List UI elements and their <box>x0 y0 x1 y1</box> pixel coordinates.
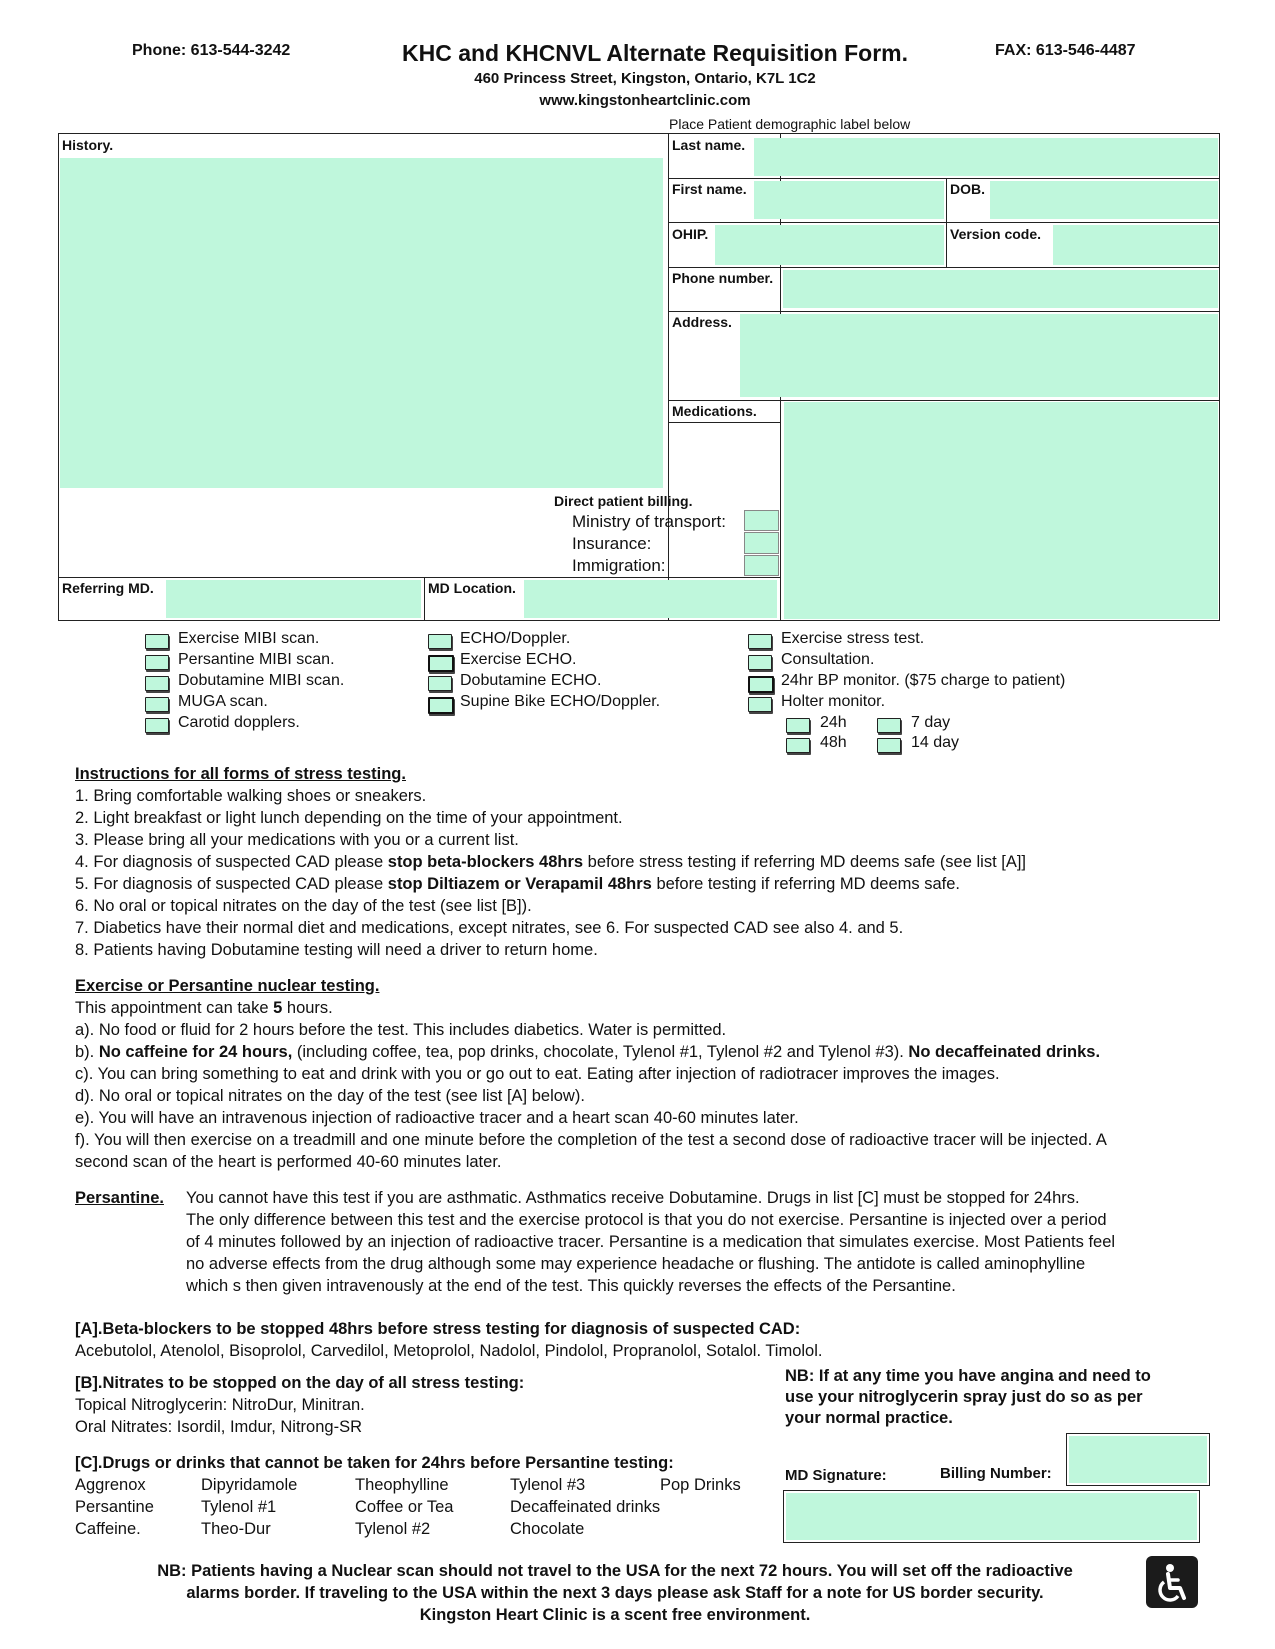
carotid-dopplers-checkbox[interactable] <box>145 718 169 733</box>
list-c-title: [C].Drugs or drinks that cannot be taken for 24hrs before Persantine testing: <box>75 1454 674 1472</box>
echo-doppler-label: ECHO/Doppler. <box>460 630 571 647</box>
nuclear-line: second scan of the heart is performed 40-60 minutes later. <box>75 1153 502 1171</box>
ohip-input[interactable] <box>715 225 944 265</box>
instruction-line: 6. No oral or topical nitrates on the day of the test (see list [B]). <box>75 897 532 915</box>
ohip-label: OHIP. <box>672 226 709 242</box>
md-location-input[interactable] <box>524 580 777 618</box>
supine-bike-echo-label: Supine Bike ECHO/Doppler. <box>460 693 661 710</box>
medications-divider <box>668 422 781 423</box>
carotid-dopplers-label: Carotid dopplers. <box>178 714 300 731</box>
bp-monitor-label: 24hr BP monitor. ($75 charge to patient) <box>781 672 1066 689</box>
last-name-label: Last name. <box>672 137 746 153</box>
dobutamine-echo-checkbox[interactable] <box>428 676 452 691</box>
bold-text: 5 <box>273 999 283 1017</box>
last-name-input[interactable] <box>754 138 1218 176</box>
dobutamine-mibi-label: Dobutamine MIBI scan. <box>178 672 345 689</box>
list-b-title: [B].Nitrates to be stopped on the day of all stress testing: <box>75 1374 525 1392</box>
version-code-input[interactable] <box>1053 225 1218 265</box>
list-a-title: [A].Beta-blockers to be stopped 48hrs before stress testing for diagnosis of suspected CAD: <box>75 1320 801 1338</box>
billing-number-input[interactable] <box>1069 1436 1207 1483</box>
text: b). <box>75 1043 99 1061</box>
text: before stress testing if referring MD deems safe (see list [A]] <box>583 853 1027 871</box>
referring-row-divider <box>58 577 781 578</box>
referring-md-label: Referring MD. <box>62 580 154 596</box>
dob-label: DOB. <box>950 181 985 197</box>
text: (including coffee, tea, pop drinks, chocolate, Tylenol #1, Tylenol #2 and Tylenol #3). <box>292 1043 909 1061</box>
instruction-line: 2. Light breakfast or light lunch depending on the time of your appointment. <box>75 809 623 827</box>
persantine-body <box>186 1187 1236 1297</box>
bold-text: stop beta-blockers 48hrs <box>387 853 584 871</box>
holter-48h-checkbox[interactable] <box>786 738 810 753</box>
list-b-line: Oral Nitrates: Isordil, Imdur, Nitrong-SR <box>75 1418 362 1436</box>
medications-divider <box>780 400 781 621</box>
exercise-stress-test-checkbox[interactable] <box>748 634 772 649</box>
form-title: KHC and KHCNVL Alternate Requisition Form. <box>401 40 909 66</box>
billing-ministry-label: Ministry of transport: <box>572 512 726 531</box>
row-divider <box>668 311 1220 312</box>
medications-label: Medications. <box>672 403 757 419</box>
list-c-item: Theophylline <box>355 1476 449 1494</box>
text: hours. <box>282 999 333 1017</box>
dobutamine-echo-label: Dobutamine ECHO. <box>460 672 602 689</box>
row-divider <box>668 222 1220 223</box>
referring-md-input[interactable] <box>166 580 421 618</box>
echo-doppler-checkbox[interactable] <box>428 634 452 649</box>
consultation-label: Consultation. <box>781 651 875 668</box>
holter-7day-label: 7 day <box>911 714 951 731</box>
billing-immigration-label: Immigration: <box>572 556 666 575</box>
exercise-stress-test-label: Exercise stress test. <box>781 630 925 647</box>
instructions-section <box>75 763 1026 961</box>
list-c-item: Decaffeinated drinks <box>510 1498 661 1516</box>
nb-line: NB: If at any time you have angina and need to <box>785 1367 1151 1385</box>
list-b-line: Topical Nitroglycerin: NitroDur, Minitran. <box>75 1396 365 1414</box>
instruction-line <box>75 873 1026 895</box>
text: 5. For diagnosis of suspected CAD please <box>75 875 388 893</box>
persantine-line: which s then given intravenously at the end of the test. This quickly reverses the effects of the Persantine. <box>186 1277 956 1295</box>
nuclear-line: e). You will have an intravenous injection of radioactive tracer and a heart scan 40-60 minutes later. <box>75 1109 799 1127</box>
address-label: Address. <box>672 314 732 330</box>
footer-line: Kingston Heart Clinic is a scent free environment. <box>419 1606 811 1624</box>
nuclear-line <box>75 1041 1235 1063</box>
billing-insurance-label: Insurance: <box>572 534 652 553</box>
clinic-phone: Phone: 613-544-3242 <box>132 42 291 59</box>
holter-14day-label: 14 day <box>911 734 960 751</box>
exercise-mibi-label: Exercise MIBI scan. <box>178 630 320 647</box>
bp-monitor-checkbox[interactable] <box>748 676 774 693</box>
nuclear-title: Exercise or Persantine nuclear testing. <box>75 977 380 995</box>
instructions-title: Instructions for all forms of stress testing. <box>75 765 406 783</box>
history-label: History. <box>62 137 114 153</box>
billing-number-label: Billing Number: <box>940 1465 1052 1482</box>
billing-immigration-input[interactable] <box>744 555 779 576</box>
first-name-input[interactable] <box>754 181 944 219</box>
instruction-line <box>75 851 1026 873</box>
md-location-label: MD Location. <box>428 580 516 596</box>
list-c-item: Dipyridamole <box>201 1476 298 1494</box>
holter-7day-checkbox[interactable] <box>877 718 901 733</box>
clinic-website: www.kingstonheartclinic.com <box>539 92 751 109</box>
nuclear-line: f). You will then exercise on a treadmill and one minute before the completion of the test a second dose of radioactive tracer will be injected. A <box>75 1131 1107 1149</box>
nuclear-line: a). No food or fluid for 2 hours before the test. This includes diabetics. Water is permitted. <box>75 1021 727 1039</box>
text: This appointment can take <box>75 999 274 1017</box>
md-signature-input[interactable] <box>786 1493 1197 1540</box>
holter-monitor-label: Holter monitor. <box>781 693 886 710</box>
billing-ministry-input[interactable] <box>744 510 779 531</box>
nuclear-section <box>75 975 1235 1173</box>
clinic-fax: FAX: 613-546-4487 <box>995 42 1136 59</box>
phone-number-input[interactable] <box>783 270 1218 308</box>
list-c-item: Chocolate <box>510 1520 585 1538</box>
clinic-address: 460 Princess Street, Kingston, Ontario, K7L 1C2 <box>474 70 816 87</box>
instruction-line: 8. Patients having Dobutamine testing will need a driver to return home. <box>75 941 598 959</box>
list-c-item: Persantine <box>75 1498 154 1516</box>
col-divider <box>946 178 947 267</box>
label-hint: Place Patient demographic label below <box>669 116 911 132</box>
list-c-item: Tylenol #1 <box>201 1498 277 1516</box>
persantine-line: You cannot have this test if you are asthmatic. Asthmatics receive Dobutamine. Drugs in list [C] must be stopped for 24hrs. <box>186 1189 1080 1207</box>
nb-line: use your nitroglycerin spray just do so as per <box>785 1388 1143 1406</box>
instruction-line: 1. Bring comfortable walking shoes or sneakers. <box>75 787 427 805</box>
instruction-line: 7. Diabetics have their normal diet and medications, except nitrates, see 6. For suspected CAD see also 4. and 5. <box>75 919 904 937</box>
row-divider <box>668 400 1220 401</box>
persantine-line: no adverse effects from the drug although some may experience headache or flushing. The antidote is called aminophylline <box>186 1255 1086 1273</box>
list-c-item: Tylenol #2 <box>355 1520 431 1538</box>
version-code-label: Version code. <box>950 226 1042 242</box>
instruction-line: 3. Please bring all your medications with you or a current list. <box>75 831 519 849</box>
footer-line: NB: Patients having a Nuclear scan should not travel to the USA for the next 72 hours. You will set off the radioactive <box>157 1562 1073 1580</box>
row-divider <box>668 178 1220 179</box>
list-c-item: Tylenol #3 <box>510 1476 586 1494</box>
list-a <box>75 1318 823 1362</box>
list-c-item: Aggrenox <box>75 1476 146 1494</box>
holter-24h-checkbox[interactable] <box>786 718 810 733</box>
address-input[interactable] <box>740 314 1218 397</box>
persantine-mibi-checkbox[interactable] <box>145 655 169 670</box>
exercise-echo-checkbox[interactable] <box>428 655 454 672</box>
billing-title: Direct patient billing. <box>554 493 693 509</box>
nb-line: your normal practice. <box>785 1409 953 1427</box>
persantine-heading: Persantine. <box>75 1189 164 1207</box>
list-c-item: Caffeine. <box>75 1520 141 1538</box>
nuclear-line <box>75 997 1235 1019</box>
list-a-body: Acebutolol, Atenolol, Bisoprolol, Carvedilol, Metoprolol, Nadolol, Pindolol, Propranolol, Sotalol. Timolol. <box>75 1342 823 1360</box>
muga-scan-label: MUGA scan. <box>178 693 268 710</box>
referring-col-divider <box>424 577 425 621</box>
exercise-mibi-checkbox[interactable] <box>145 634 169 649</box>
list-c-item: Pop Drinks <box>660 1476 741 1494</box>
billing-insurance-input[interactable] <box>744 532 779 554</box>
nuclear-line: d). No oral or topical nitrates on the day of the test (see list [A] below). <box>75 1087 585 1105</box>
holter-monitor-checkbox[interactable] <box>748 697 772 712</box>
nuclear-line: c). You can bring something to eat and drink with you or go out to eat. Eating after injection of radiotracer improves the images. <box>75 1065 1000 1083</box>
holter-24h-label: 24h <box>820 714 847 731</box>
wheelchair-icon <box>1146 1556 1198 1608</box>
dob-input[interactable] <box>990 181 1218 219</box>
list-c-item: Coffee or Tea <box>355 1498 454 1516</box>
persantine-mibi-label: Persantine MIBI scan. <box>178 651 335 668</box>
holter-14day-checkbox[interactable] <box>877 738 901 753</box>
bold-text: stop Diltiazem or Verapamil 48hrs <box>387 875 652 893</box>
phone-number-label: Phone number. <box>672 270 774 286</box>
first-name-label: First name. <box>672 181 747 197</box>
bold-text: No decaffeinated drinks. <box>908 1043 1101 1061</box>
muga-scan-checkbox[interactable] <box>145 697 169 712</box>
dobutamine-mibi-checkbox[interactable] <box>145 676 169 691</box>
medications-input[interactable] <box>784 402 1218 619</box>
persantine-line: of 4 minutes followed by an injection of radioactive tracer. Persantine is a medication that simulates exercise. Most Patients feel <box>186 1233 1116 1251</box>
list-c-item: Theo-Dur <box>201 1520 271 1538</box>
history-input[interactable] <box>60 158 663 488</box>
md-signature-label: MD Signature: <box>785 1467 887 1484</box>
supine-bike-echo-checkbox[interactable] <box>428 697 454 714</box>
list-b <box>75 1372 524 1438</box>
row-divider <box>668 267 1220 268</box>
footer-line: alarms border. If traveling to the USA within the next 3 days please ask Staff for a note for US border security. <box>186 1584 1044 1602</box>
persantine-line: The only difference between this test and the exercise protocol is that you do not exercise. Persantine is injected over a period <box>186 1211 1107 1229</box>
text: 4. For diagnosis of suspected CAD please <box>75 853 388 871</box>
bold-text: No caffeine for 24 hours, <box>98 1043 293 1061</box>
holter-48h-label: 48h <box>820 734 847 751</box>
persantine-title <box>75 1187 164 1209</box>
consultation-checkbox[interactable] <box>748 655 772 670</box>
text: before testing if referring MD deems safe. <box>651 875 961 893</box>
exercise-echo-label: Exercise ECHO. <box>460 651 577 668</box>
nb-angina <box>785 1366 1151 1429</box>
